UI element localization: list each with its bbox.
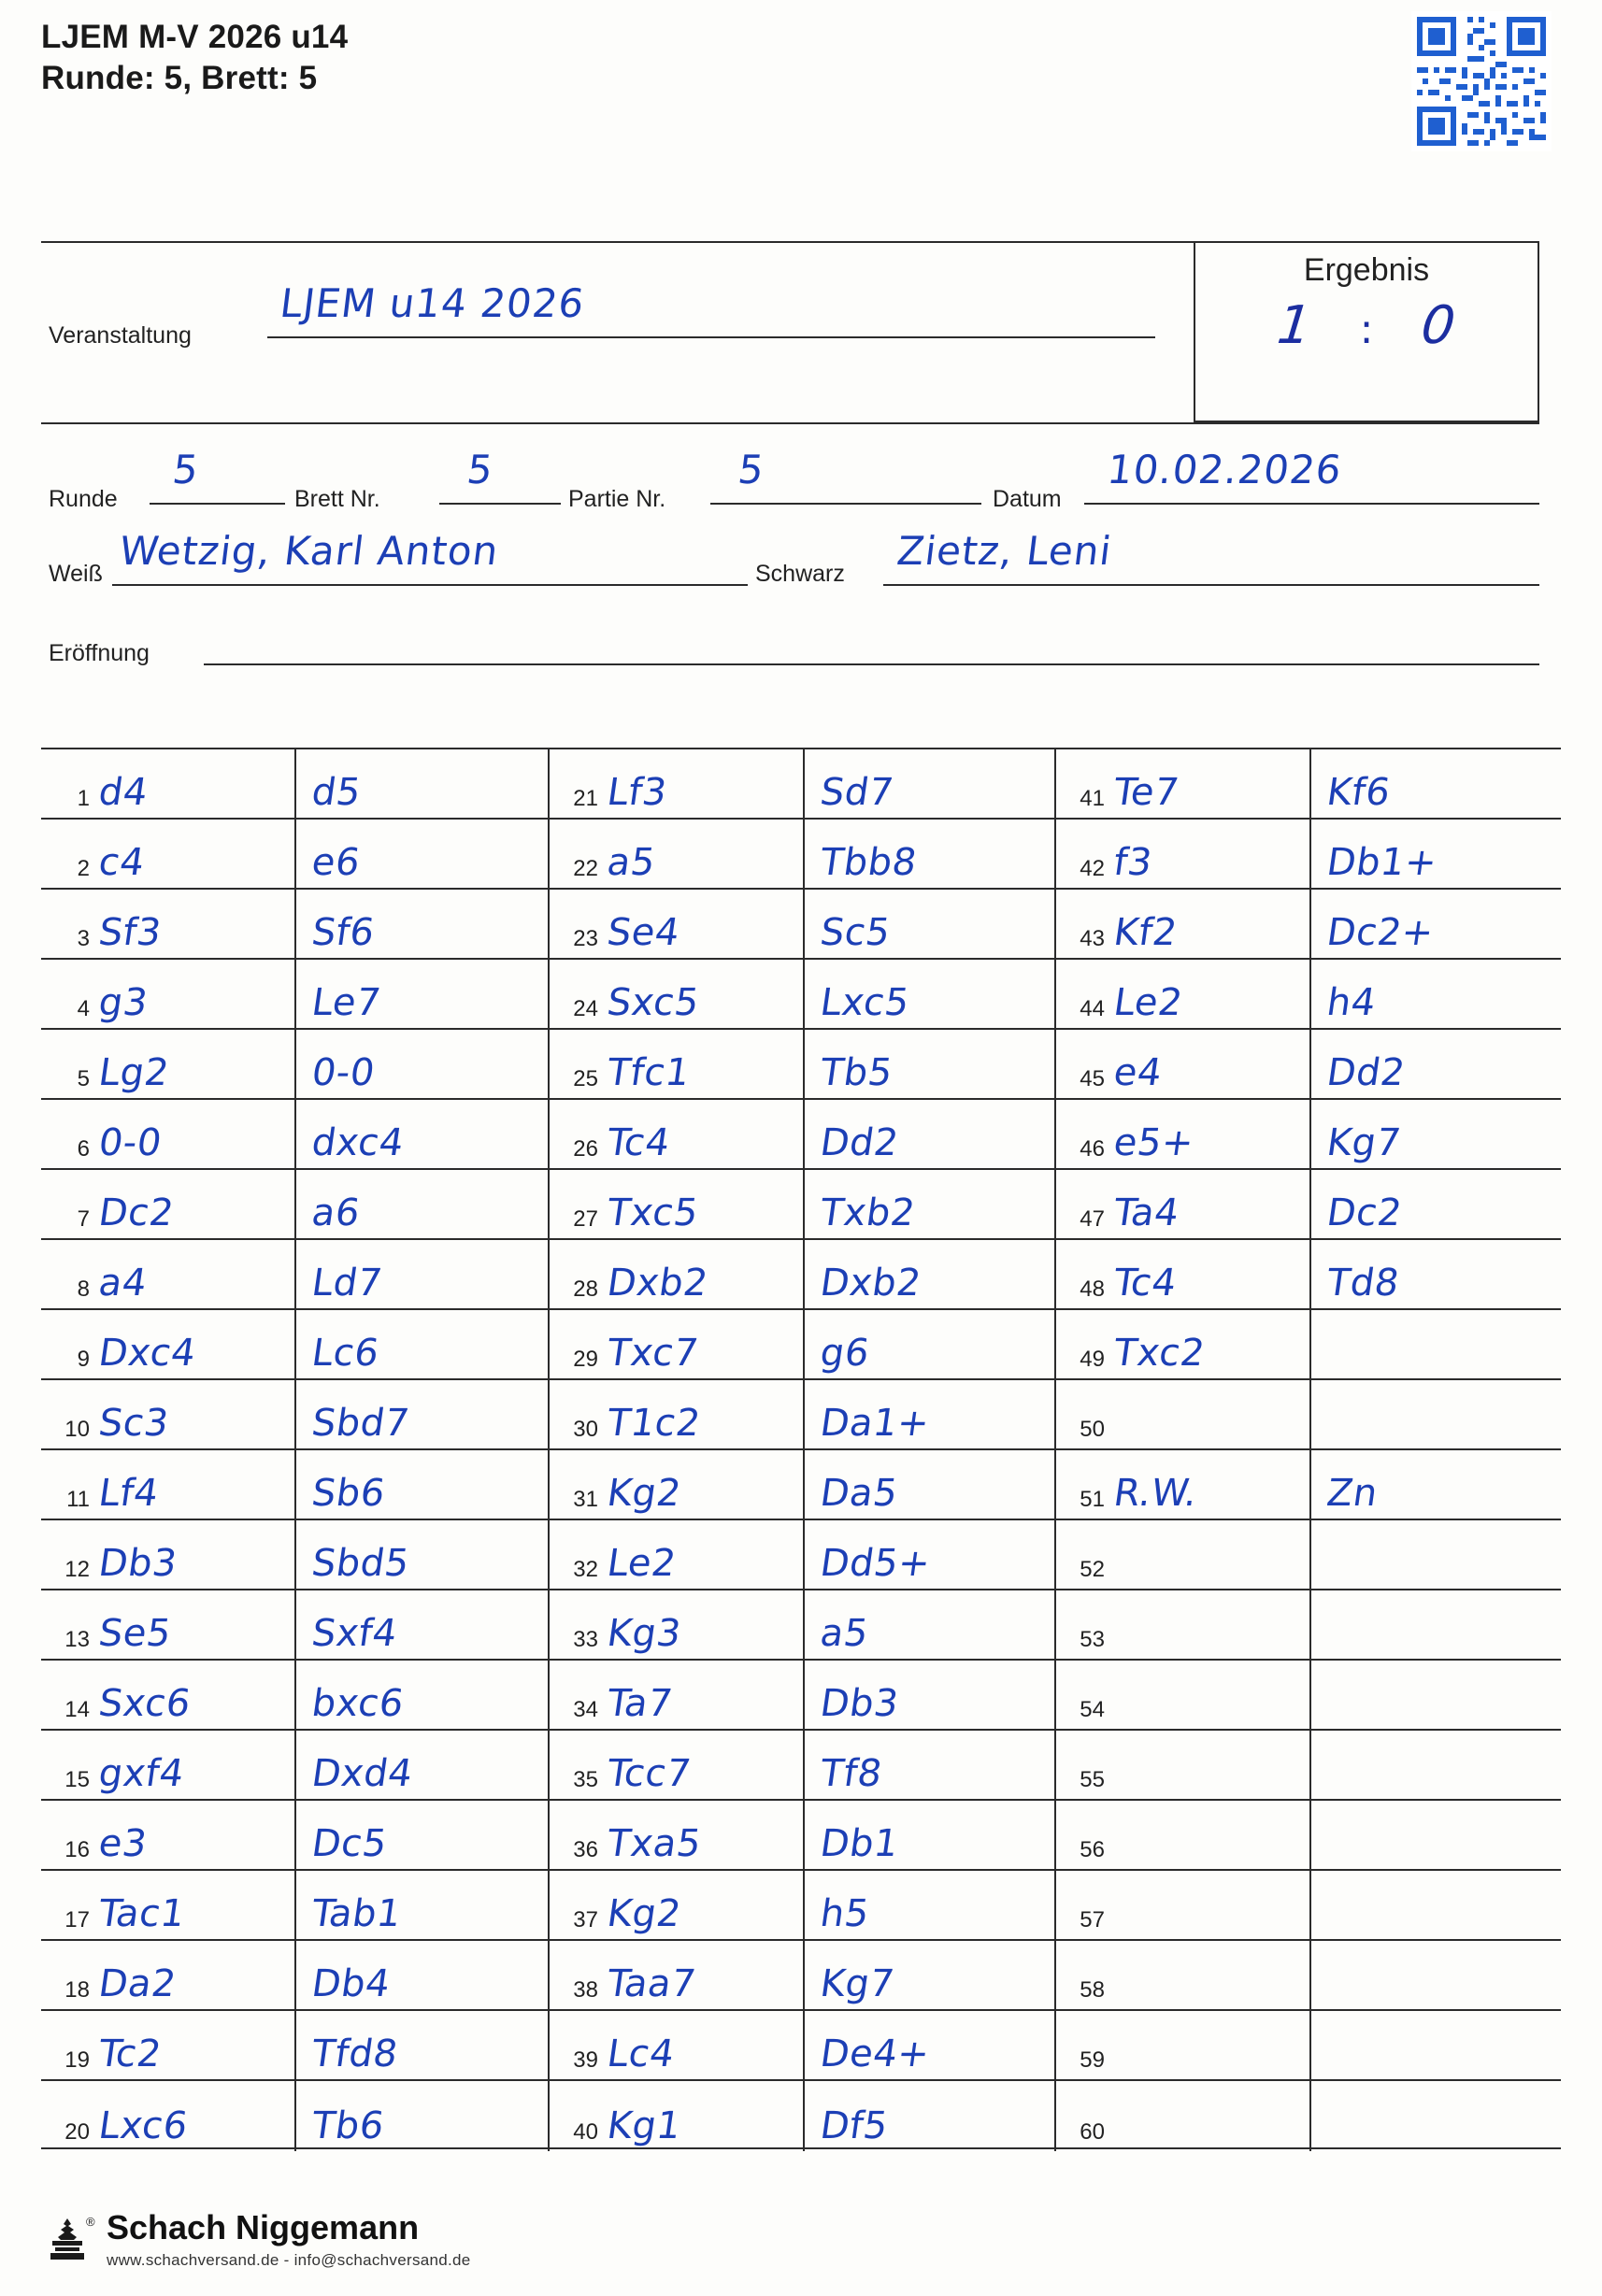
move-number: 50 xyxy=(1080,1417,1105,1442)
black-move[interactable]: Sbd7 xyxy=(308,1402,412,1445)
move-row[interactable] xyxy=(550,1450,1054,1520)
black-move[interactable]: h5 xyxy=(817,1892,873,1935)
move-row[interactable] xyxy=(550,1801,1054,1871)
move-number: 52 xyxy=(1080,1557,1105,1582)
move-row[interactable] xyxy=(1056,1240,1561,1310)
black-move[interactable]: Da1+ xyxy=(817,1402,933,1445)
move-row[interactable] xyxy=(41,890,548,960)
black-move[interactable]: Lc6 xyxy=(308,1332,382,1375)
black-move[interactable]: Db4 xyxy=(308,1962,393,2005)
black-move[interactable]: Dxd4 xyxy=(308,1752,416,1795)
move-number: 8 xyxy=(77,1276,90,1302)
move-number: 19 xyxy=(64,2047,90,2073)
tournament-header xyxy=(41,17,348,99)
schwarz-value: Zietz, Leni xyxy=(894,528,1115,574)
white-move[interactable]: Dc2 xyxy=(95,1191,177,1234)
move-number: 56 xyxy=(1080,1837,1105,1862)
white-move[interactable]: Kg1 xyxy=(604,2104,684,2147)
move-number: 47 xyxy=(1080,1206,1105,1232)
move-number: 33 xyxy=(573,1627,598,1652)
move-number: 30 xyxy=(573,1417,598,1442)
white-move[interactable]: Txc5 xyxy=(604,1191,702,1234)
move-number: 39 xyxy=(573,2047,598,2073)
move-row[interactable] xyxy=(41,1590,548,1661)
move-row[interactable] xyxy=(41,1801,548,1871)
black-move[interactable]: Db1 xyxy=(817,1822,902,1865)
move-row[interactable] xyxy=(41,1661,548,1731)
move-row[interactable] xyxy=(550,1100,1054,1170)
black-move[interactable]: De4+ xyxy=(817,2032,933,2075)
move-number: 24 xyxy=(573,996,598,1021)
black-move[interactable]: Dc2+ xyxy=(1323,911,1437,954)
move-number: 9 xyxy=(77,1347,90,1372)
black-move[interactable]: Txb2 xyxy=(817,1191,919,1234)
footer xyxy=(41,2208,471,2270)
black-move[interactable]: Dc5 xyxy=(308,1822,390,1865)
result-label: Ergebnis xyxy=(1303,252,1430,288)
moves-column-3 xyxy=(1054,749,1561,2151)
move-row[interactable] xyxy=(550,1170,1054,1240)
move-row[interactable] xyxy=(1056,1941,1561,2011)
white-move[interactable]: Se5 xyxy=(95,1612,175,1655)
move-number: 11 xyxy=(66,1487,90,1512)
round-board-line: Runde: 5, Brett: 5 xyxy=(41,59,318,96)
black-move[interactable]: dxc4 xyxy=(308,1121,408,1164)
move-number: 46 xyxy=(1080,1136,1105,1162)
white-move[interactable]: Tcc7 xyxy=(604,1752,694,1795)
brett-underline xyxy=(439,503,561,505)
move-number: 43 xyxy=(1080,926,1105,951)
runde-underline xyxy=(150,503,285,505)
black-move[interactable]: Tf8 xyxy=(817,1752,885,1795)
white-move[interactable]: Sxc5 xyxy=(604,981,703,1024)
white-move[interactable]: Tc4 xyxy=(1110,1262,1180,1305)
move-number: 17 xyxy=(64,1907,90,1932)
white-move[interactable]: a4 xyxy=(95,1262,150,1305)
move-number: 21 xyxy=(573,786,598,811)
result-value xyxy=(1195,295,1538,356)
tournament-title: LJEM M-V 2026 u14 xyxy=(41,19,349,55)
move-row[interactable] xyxy=(1056,1100,1561,1170)
move-row[interactable] xyxy=(41,820,548,890)
black-move[interactable]: Da5 xyxy=(817,1472,901,1515)
brand-name: Schach Niggemann xyxy=(107,2208,420,2246)
move-number: 13 xyxy=(64,1627,90,1652)
move-row[interactable] xyxy=(1056,1731,1561,1801)
white-move[interactable]: Sf3 xyxy=(95,911,164,954)
eroeffnung-label: Eröffnung xyxy=(49,640,150,666)
move-row[interactable] xyxy=(550,1520,1054,1590)
white-move[interactable]: Se4 xyxy=(604,911,683,954)
white-move[interactable]: a5 xyxy=(604,841,659,884)
move-row[interactable] xyxy=(41,1450,548,1520)
datum-label: Datum xyxy=(993,486,1062,512)
weiss-underline xyxy=(112,584,748,586)
result-box xyxy=(1194,241,1539,422)
white-move[interactable]: Kf2 xyxy=(1110,911,1180,954)
move-number: 28 xyxy=(573,1276,598,1302)
move-number: 14 xyxy=(64,1697,90,1722)
white-move[interactable]: Kg2 xyxy=(604,1892,684,1935)
black-move[interactable]: Zn xyxy=(1323,1472,1380,1515)
partie-value: 5 xyxy=(735,447,767,492)
white-move[interactable]: e5+ xyxy=(1110,1121,1197,1164)
move-number: 5 xyxy=(77,1066,90,1091)
move-number: 10 xyxy=(64,1417,90,1442)
black-move[interactable]: g6 xyxy=(817,1332,873,1375)
white-move[interactable]: gxf4 xyxy=(95,1752,187,1795)
black-move[interactable]: Dd5+ xyxy=(817,1542,934,1585)
qr-code-icon xyxy=(1411,11,1552,151)
white-move[interactable]: Dxc4 xyxy=(95,1332,199,1375)
move-number: 60 xyxy=(1080,2119,1105,2145)
move-number: 44 xyxy=(1080,996,1105,1021)
move-number: 59 xyxy=(1080,2047,1105,2073)
move-row[interactable] xyxy=(41,1941,548,2011)
result-separator: : xyxy=(1359,306,1374,353)
move-row[interactable] xyxy=(1056,1801,1561,1871)
black-move[interactable]: 0-0 xyxy=(308,1051,379,1094)
white-move[interactable]: Da2 xyxy=(95,1962,179,2005)
moves-table xyxy=(41,748,1561,2149)
black-move[interactable]: Dxb2 xyxy=(817,1262,924,1305)
white-move[interactable]: Lxc6 xyxy=(95,2104,191,2147)
white-move[interactable]: d4 xyxy=(95,771,151,814)
move-row[interactable] xyxy=(550,2081,1054,2151)
move-row[interactable] xyxy=(1056,1380,1561,1450)
black-move[interactable]: Tb5 xyxy=(817,1051,896,1094)
brett-value: 5 xyxy=(464,447,496,492)
black-move[interactable]: Ld7 xyxy=(308,1262,385,1305)
move-row[interactable] xyxy=(1056,2011,1561,2081)
move-row[interactable] xyxy=(41,749,548,820)
result-white: 1 xyxy=(1274,295,1315,356)
black-move[interactable]: Df5 xyxy=(817,2104,892,2147)
move-number: 34 xyxy=(573,1697,598,1722)
move-number: 42 xyxy=(1080,856,1105,881)
move-number: 15 xyxy=(64,1767,90,1792)
black-move[interactable]: Lxc5 xyxy=(817,981,912,1024)
black-move[interactable]: a6 xyxy=(308,1191,364,1234)
move-row[interactable] xyxy=(41,1030,548,1100)
move-number: 18 xyxy=(64,1977,90,2003)
move-row[interactable] xyxy=(41,1100,548,1170)
move-number: 4 xyxy=(77,996,90,1021)
move-row[interactable] xyxy=(550,890,1054,960)
white-move[interactable]: R.W. xyxy=(1110,1472,1200,1515)
black-move[interactable]: Sb6 xyxy=(308,1472,388,1515)
move-row[interactable] xyxy=(550,1871,1054,1941)
move-number: 58 xyxy=(1080,1977,1105,2003)
white-move[interactable]: Lc4 xyxy=(604,2032,678,2075)
schwarz-underline xyxy=(883,584,1539,586)
divider-veranstaltung xyxy=(41,422,1539,424)
veranstaltung-underline xyxy=(267,336,1155,338)
white-move[interactable]: Te7 xyxy=(1110,771,1182,814)
move-number: 38 xyxy=(573,1977,598,2003)
black-move[interactable]: Sbd5 xyxy=(308,1542,412,1585)
white-move[interactable]: Taa7 xyxy=(604,1962,699,2005)
move-row[interactable] xyxy=(1056,820,1561,890)
move-number: 51 xyxy=(1080,1487,1105,1512)
white-move[interactable]: Lf4 xyxy=(95,1472,162,1515)
move-number: 23 xyxy=(573,926,598,951)
white-move[interactable]: Ta4 xyxy=(1110,1191,1182,1234)
move-row[interactable] xyxy=(550,749,1054,820)
move-row[interactable] xyxy=(1056,890,1561,960)
move-number: 32 xyxy=(573,1557,598,1582)
black-move[interactable]: Sc5 xyxy=(817,911,894,954)
move-row[interactable] xyxy=(1056,1030,1561,1100)
move-number: 55 xyxy=(1080,1767,1105,1792)
runde-value: 5 xyxy=(169,447,202,492)
move-row[interactable] xyxy=(550,1590,1054,1661)
registered-mark: ® xyxy=(86,2214,95,2229)
move-row[interactable] xyxy=(1056,1520,1561,1590)
result-black: 0 xyxy=(1418,295,1459,356)
white-move[interactable]: 0-0 xyxy=(95,1121,165,1164)
black-move[interactable]: h4 xyxy=(1323,981,1380,1024)
brand-website: www.schachversand.de - info@schachversand.de xyxy=(107,2251,471,2269)
black-move[interactable]: a5 xyxy=(817,1612,872,1655)
move-row[interactable] xyxy=(1056,1170,1561,1240)
move-row[interactable] xyxy=(41,1871,548,1941)
move-row[interactable] xyxy=(1056,960,1561,1030)
move-row[interactable] xyxy=(550,820,1054,890)
black-move[interactable]: Sf6 xyxy=(308,911,378,954)
partie-label: Partie Nr. xyxy=(568,486,666,512)
black-move[interactable]: Db1+ xyxy=(1323,841,1440,884)
black-move[interactable]: Dd2 xyxy=(817,1121,902,1164)
move-row[interactable] xyxy=(1056,1661,1561,1731)
white-move[interactable]: Sc3 xyxy=(95,1402,172,1445)
white-move[interactable]: Le2 xyxy=(1110,981,1186,1024)
move-number: 7 xyxy=(77,1206,90,1232)
black-move[interactable]: Sd7 xyxy=(817,771,896,814)
black-move[interactable]: e6 xyxy=(308,841,364,884)
move-number: 37 xyxy=(573,1907,598,1932)
move-number: 54 xyxy=(1080,1697,1105,1722)
move-number: 26 xyxy=(573,1136,598,1162)
move-row[interactable] xyxy=(550,1240,1054,1310)
move-number: 12 xyxy=(64,1557,90,1582)
black-move[interactable]: Tbb8 xyxy=(817,841,920,884)
black-move[interactable]: Dc2 xyxy=(1323,1191,1405,1234)
white-move[interactable]: Sxc6 xyxy=(95,1682,194,1725)
move-row[interactable] xyxy=(550,960,1054,1030)
moves-column-1 xyxy=(41,749,548,2151)
black-move[interactable]: Tfd8 xyxy=(308,2032,401,2075)
move-row[interactable] xyxy=(1056,1450,1561,1520)
move-row[interactable] xyxy=(1056,749,1561,820)
move-row[interactable] xyxy=(1056,1871,1561,1941)
weiss-value: Wetzig, Karl Anton xyxy=(116,528,502,574)
white-move[interactable]: Lf3 xyxy=(604,771,670,814)
move-number: 2 xyxy=(77,856,90,881)
black-move[interactable]: Kg7 xyxy=(1323,1121,1404,1164)
move-number: 16 xyxy=(64,1837,90,1862)
white-move[interactable]: T1c2 xyxy=(604,1402,704,1445)
black-move[interactable]: Db3 xyxy=(817,1682,902,1725)
move-row[interactable] xyxy=(550,1030,1054,1100)
move-number: 22 xyxy=(573,856,598,881)
move-row[interactable] xyxy=(41,1731,548,1801)
move-row[interactable] xyxy=(41,1520,548,1590)
white-move[interactable]: e3 xyxy=(95,1822,150,1865)
move-number: 3 xyxy=(77,926,90,951)
veranstaltung-label: Veranstaltung xyxy=(49,322,192,349)
black-move[interactable]: Sxf4 xyxy=(308,1612,400,1655)
white-move[interactable]: Kg3 xyxy=(604,1612,684,1655)
datum-value: 10.02.2026 xyxy=(1104,447,1345,492)
moves-column-2 xyxy=(548,749,1054,2151)
black-move[interactable]: Kg7 xyxy=(817,1962,897,2005)
white-move[interactable]: Tfc1 xyxy=(604,1051,694,1094)
white-move[interactable]: Tc4 xyxy=(604,1121,673,1164)
black-move[interactable]: Dd2 xyxy=(1323,1051,1409,1094)
move-number: 1 xyxy=(77,786,90,811)
white-move[interactable]: g3 xyxy=(95,981,151,1024)
move-row[interactable] xyxy=(1056,1310,1561,1380)
white-move[interactable]: Lg2 xyxy=(95,1051,172,1094)
move-number: 48 xyxy=(1080,1276,1105,1302)
move-number: 20 xyxy=(64,2119,90,2145)
eroeffnung-underline xyxy=(204,663,1539,665)
move-number: 45 xyxy=(1080,1066,1105,1091)
black-move[interactable]: d5 xyxy=(308,771,365,814)
move-number: 35 xyxy=(573,1767,598,1792)
black-move[interactable]: Td8 xyxy=(1323,1262,1403,1305)
divider-top xyxy=(41,241,1194,243)
runde-label: Runde xyxy=(49,486,118,512)
black-move[interactable]: Tb6 xyxy=(308,2104,388,2147)
white-move[interactable]: Txc2 xyxy=(1110,1332,1209,1375)
datum-underline xyxy=(1084,503,1539,505)
black-move[interactable]: bxc6 xyxy=(308,1682,408,1725)
white-move[interactable]: Txc7 xyxy=(604,1332,702,1375)
move-number: 49 xyxy=(1080,1347,1105,1372)
white-move[interactable]: Le2 xyxy=(604,1542,679,1585)
brett-label: Brett Nr. xyxy=(294,486,380,512)
white-move[interactable]: Kg2 xyxy=(604,1472,684,1515)
move-number: 36 xyxy=(573,1837,598,1862)
brand-logo-icon xyxy=(41,2215,93,2267)
veranstaltung-value: LJEM u14 2026 xyxy=(277,280,588,326)
move-row[interactable] xyxy=(1056,2081,1561,2151)
move-row[interactable] xyxy=(1056,1590,1561,1661)
move-number: 6 xyxy=(77,1136,90,1162)
move-number: 57 xyxy=(1080,1907,1105,1932)
black-move[interactable]: Le7 xyxy=(308,981,384,1024)
move-number: 53 xyxy=(1080,1627,1105,1652)
white-move[interactable]: Db3 xyxy=(95,1542,180,1585)
black-move[interactable]: Kf6 xyxy=(1323,771,1394,814)
move-number: 29 xyxy=(573,1347,598,1372)
move-row[interactable] xyxy=(41,1240,548,1310)
move-row[interactable] xyxy=(550,1310,1054,1380)
white-move[interactable]: Ta7 xyxy=(604,1682,676,1725)
move-number: 31 xyxy=(573,1487,598,1512)
partie-underline xyxy=(710,503,981,505)
black-move[interactable]: Tab1 xyxy=(308,1892,405,1935)
move-number: 25 xyxy=(573,1066,598,1091)
white-move[interactable]: e4 xyxy=(1110,1051,1166,1094)
move-row[interactable] xyxy=(41,1170,548,1240)
move-number: 40 xyxy=(573,2119,598,2145)
move-row[interactable] xyxy=(550,1941,1054,2011)
move-row[interactable] xyxy=(550,1661,1054,1731)
white-move[interactable]: f3 xyxy=(1110,841,1155,884)
weiss-label: Weiß xyxy=(49,561,103,587)
white-move[interactable]: Dxb2 xyxy=(604,1262,711,1305)
move-row[interactable] xyxy=(41,960,548,1030)
move-row[interactable] xyxy=(41,1380,548,1450)
move-row[interactable] xyxy=(550,2011,1054,2081)
move-row[interactable] xyxy=(41,1310,548,1380)
schwarz-label: Schwarz xyxy=(755,561,845,587)
white-move[interactable]: Tc2 xyxy=(95,2032,164,2075)
white-move[interactable]: Tac1 xyxy=(95,1892,188,1935)
move-number: 27 xyxy=(573,1206,598,1232)
move-row[interactable] xyxy=(41,2081,548,2151)
white-move[interactable]: Txa5 xyxy=(604,1822,705,1865)
move-row[interactable] xyxy=(550,1731,1054,1801)
move-row[interactable] xyxy=(41,2011,548,2081)
white-move[interactable]: c4 xyxy=(95,841,148,884)
move-row[interactable] xyxy=(550,1380,1054,1450)
move-number: 41 xyxy=(1080,786,1105,811)
